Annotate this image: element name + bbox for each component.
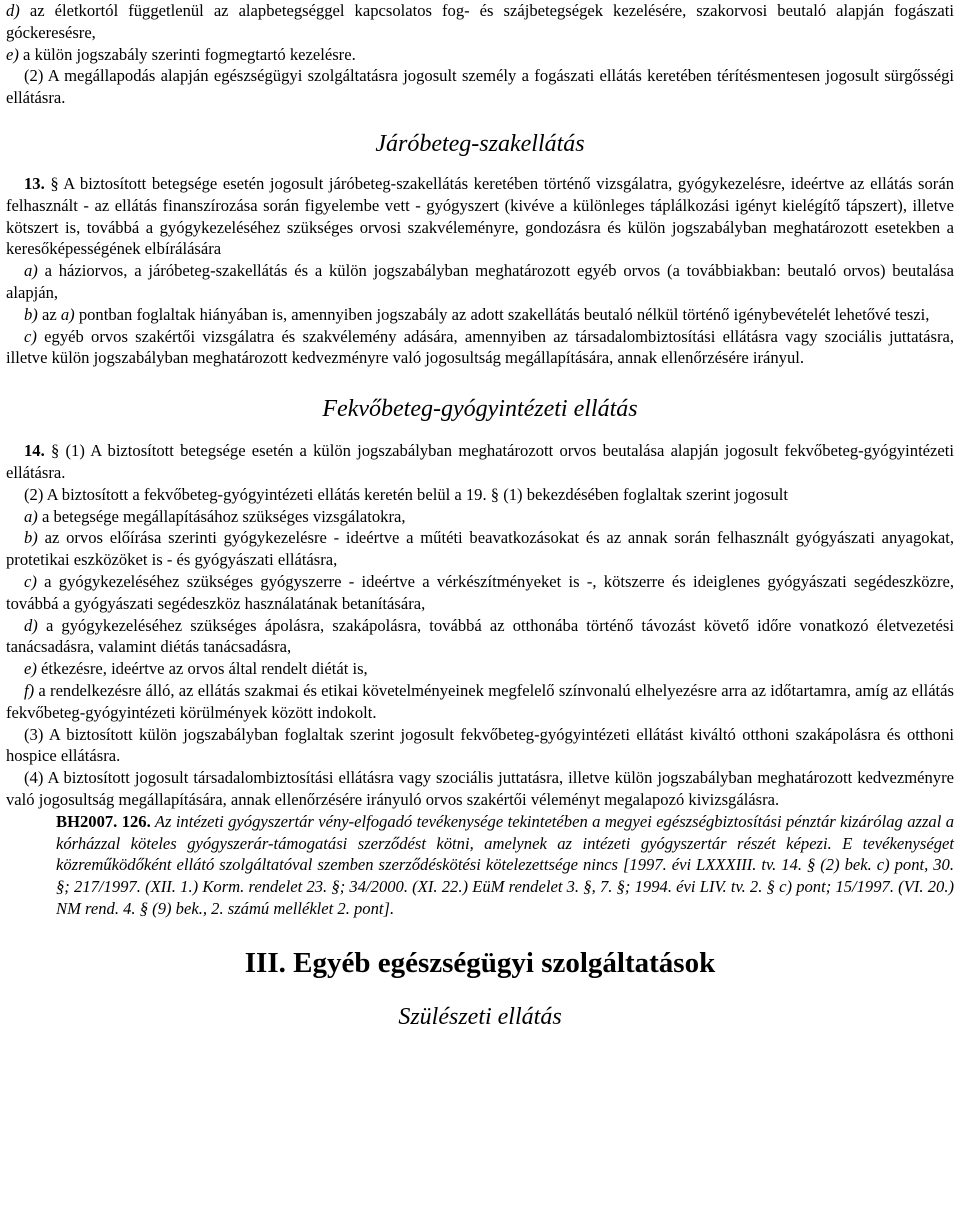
point-label: c) xyxy=(24,326,37,346)
point-label: b) xyxy=(24,304,38,324)
section-text: § A biztosított betegsége esetén jogosult járóbeteg-szakellátás keretében történő vizsgálatra, gyógykezelésre, ideértve az ellátás során felhasznált - az ellátás finanszírozása során figyelembe vett - gyógyszert (kivéve a különleges táplálkozási igényt kielégítő tápszert), illetve kötszert is, továbbá a gyógykezeléséhez szükséges orvosi szakvéleményre, gondozásra és külön jogszabályban meghatározott esetekben a keresőképességének elbírálására xyxy=(6,173,954,259)
point-f xyxy=(6,680,954,724)
point-label: b) xyxy=(24,528,38,548)
section-14-p1 xyxy=(6,440,954,484)
section-number: 13. xyxy=(24,173,45,193)
point-label: e) xyxy=(24,659,37,679)
point-text: egyéb orvos szakértői vizsgálatra és szakvélemény adására, amennyiben az társadalombiztosítási ellátásra vagy szociális juttatásra, illetve külön jogszabályban meghatározott kedvezményre való jogosultság megállapítására, annak ellenőrzésére irányul. xyxy=(6,326,954,368)
point-label: d) xyxy=(24,615,38,635)
point-e xyxy=(6,44,954,66)
point-d xyxy=(6,615,954,659)
point-b xyxy=(6,527,954,571)
point-b xyxy=(6,304,954,326)
point-label: a) xyxy=(24,506,38,526)
point-label: f) xyxy=(24,680,35,700)
section-heading: Járóbeteg-szakellátás xyxy=(375,130,585,157)
court-decision-text: Az intézeti gyógyszertár vény-elfogadó tevékenysége tekintetében a megyei egészségbiztosítási pénztár kizárólag azzal a kórházzal köteles gyógyszerár-támogatási szerződést kötni, amelynek az intézeti gyógyszertár részét képezi. E tevékenységet közreműködőként ellátó szolgáltatóval szemben szerződéskötési kötelezettsége nincs [1997. évi LXXXIII. tv. 14. § (2) bek. c) pont, 30. §; 217/1997. (XII. 1.) Korm. rendelet 23. §; 34/2000. (XI. 22.) EüM rendelet 3. §, 7. §; 1994. évi LIV. tv. 2. § c) pont; 15/1997. (VI. 20.) NM rend. 4. § (9) bek., 2. számú melléklet 2. pont]. xyxy=(56,811,955,918)
point-text: étkezésre, ideértve az orvos által rendelt diétát is, xyxy=(36,659,368,679)
point-text: pontban foglaltak hiányában is, amennyiben jogszabály az adott szakellátás beutaló nélkül történő igénybevételét lehetővé teszi, xyxy=(74,304,930,324)
section-14-p4: (4) A biztosított jogosult társadalombiztosítási ellátásra vagy szociális juttatásra, illetve külön jogszabályban meghatározott kedvezményre való jogosultság megállapítására, annak ellenőrzésére irányuló orvos szakértői véleményt megalapozó kivizsgálásra. xyxy=(6,768,954,809)
section-14-p2: (2) A biztosított a fekvőbeteg-gyógyintézeti ellátás keretén belül a 19. § (1) bekezdésében foglaltak szerint jogosult xyxy=(24,484,788,504)
paragraph-2: (2) A megállapodás alapján egészségügyi szolgáltatásra jogosult személy a fogászati ellátás keretében térítésmentesen jogosult sürgősségi ellátásra. xyxy=(6,66,954,108)
point-label: e) xyxy=(6,44,19,64)
section-heading: Szülészeti ellátás xyxy=(398,1003,562,1030)
point-reference: a) xyxy=(60,304,75,324)
document-page xyxy=(6,0,954,1032)
point-text: az életkortól függetlenül az alapbetegséggel kapcsolatos fog- és szájbetegségek kezelésére, szakorvosi beutaló alapján fogászati góckeresésre, xyxy=(6,1,954,42)
section-heading: Fekvőbeteg-gyógyintézeti ellátás xyxy=(322,396,638,423)
point-label: c) xyxy=(24,571,37,591)
point-text: a gyógykezeléséhez szükséges gyógyszerre - ideértve a vérkészítményeket is -, kötszerre és ideiglenes gyógyászati segédeszközre, továbbá a gyógyászati segédeszköz használatának betanítására, xyxy=(6,571,954,613)
point-text: a betegsége megállapításához szükséges vizsgálatokra, xyxy=(37,506,406,526)
section-13-intro xyxy=(6,173,954,260)
point-text: a rendelkezésre álló, az ellátás szakmai és etikai követelményeinek megfelelő színvonalú elhelyezésre arra az időtartamra, amíg az ellátás fekvőbeteg-gyógyintézeti körülmények között indokolt. xyxy=(6,680,954,722)
point-label: a) xyxy=(24,261,38,281)
point-label: d) xyxy=(6,1,20,20)
chapter-title: III. Egyéb egészségügyi szolgáltatások xyxy=(244,946,716,979)
court-decision-note xyxy=(56,811,954,920)
point-text: az xyxy=(37,304,61,324)
point-c xyxy=(6,571,954,615)
section-14-p3: (3) A biztosított külön jogszabályban foglaltak szerint jogosult fekvőbeteg-gyógyintézeti ellátást kiváltó otthoni szakápolásra és otthoni hospice ellátásra. xyxy=(6,724,954,766)
section-number: 14. xyxy=(24,441,45,461)
point-text: a háziorvos, a járóbeteg-szakellátás és a külön jogszabályban meghatározott egyéb orvos (a továbbiakban: beutaló orvos) beutalása alapján, xyxy=(6,261,954,302)
point-c xyxy=(6,326,954,370)
point-text: a gyógykezeléséhez szükséges ápolásra, szakápolásra, továbbá az otthonába történő távozást követő időre vonatkozó életvezetési tanácsadásra, valamint diétás tanácsadásra, xyxy=(6,615,954,657)
point-a xyxy=(6,506,954,528)
court-decision-ref: BH2007. 126. xyxy=(56,811,151,831)
point-text: az orvos előírása szerinti gyógykezelésre - ideértve a műtéti beavatkozásokat és az annak során felhasznált gyógyászati anyagokat, protetikai eszközöket is - és gyógyászati ellátásra, xyxy=(6,528,954,570)
point-a xyxy=(6,260,954,304)
point-e xyxy=(6,658,954,680)
point-text: a külön jogszabály szerinti fogmegtartó kezelésre. xyxy=(18,44,356,64)
point-d xyxy=(6,0,954,44)
section-text: § (1) A biztosított betegsége esetén a külön jogszabályban meghatározott orvos beutalása alapján jogosult fekvőbeteg-gyógyintézeti ellátásra. xyxy=(6,441,954,482)
